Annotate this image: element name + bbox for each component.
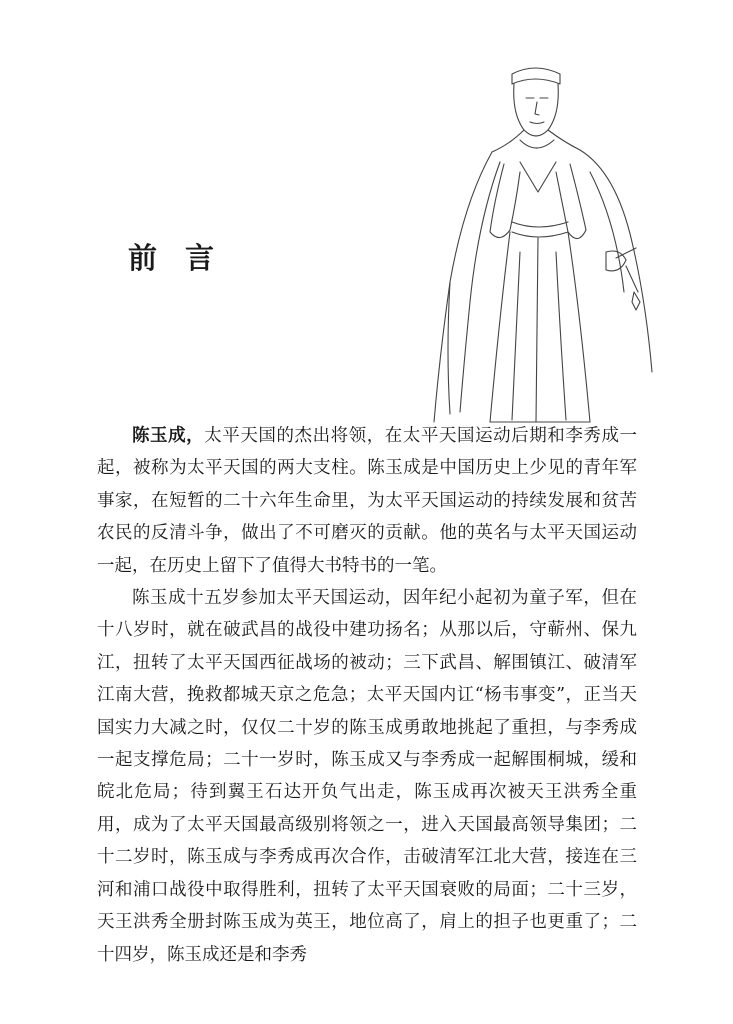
warrior-figure-icon [420, 52, 660, 432]
paragraph-1 [97, 420, 637, 582]
paragraph-1-text: 太平天国的杰出将领，在太平天国运动后期和李秀成一起，被称为太平天国的两大支柱。陈玉成是中国历史上少见的青年军事家，在短暂的二十六年生命里，为太平天国运动的持续发展和贫苦农民的反清斗争，做出了不可磨灭的贡献。他的英名与太平天国运动一起，在历史上留下了值得大书特书的一笔。 [97, 426, 638, 576]
page-title [128, 236, 216, 277]
title-char-1: 前 [128, 241, 160, 275]
title-char-2: 言 [185, 241, 217, 275]
preface-body [97, 420, 637, 971]
lead-name: 陈玉成， [132, 426, 205, 446]
paragraph-2: 陈玉成十五岁参加太平天国运动，因年纪小起初为童子军，但在十八岁时，就在破武昌的战役中建功扬名；从那以后，守蕲州、保九江，扭转了太平天国西征战场的被动；三下武昌、解围镇江、破清军江南大营，挽救都城天京之危急；太平天国内讧“杨韦事变”，正当天国实力大减之时，仅仅二十岁的陈玉成勇敢地挑起了重担，与李秀成一起支撑危局；二十一岁时，陈玉成又与李秀成一起解围桐城，缓和皖北危局；待到翼王石达开负气出走，陈玉成再次被天王洪秀全重用，成为了太平天国最高级别将领之一，进入天国最高领导集团；二十二岁时，陈玉成与李秀成再次合作，击破清军江北大营，接连在三河和浦口战役中取得胜利，扭转了太平天国衰败的局面；二十三岁，天王洪秀全册封陈玉成为英王，地位高了，肩上的担子也更重了；二十四岁，陈玉成还是和李秀 [97, 588, 637, 965]
